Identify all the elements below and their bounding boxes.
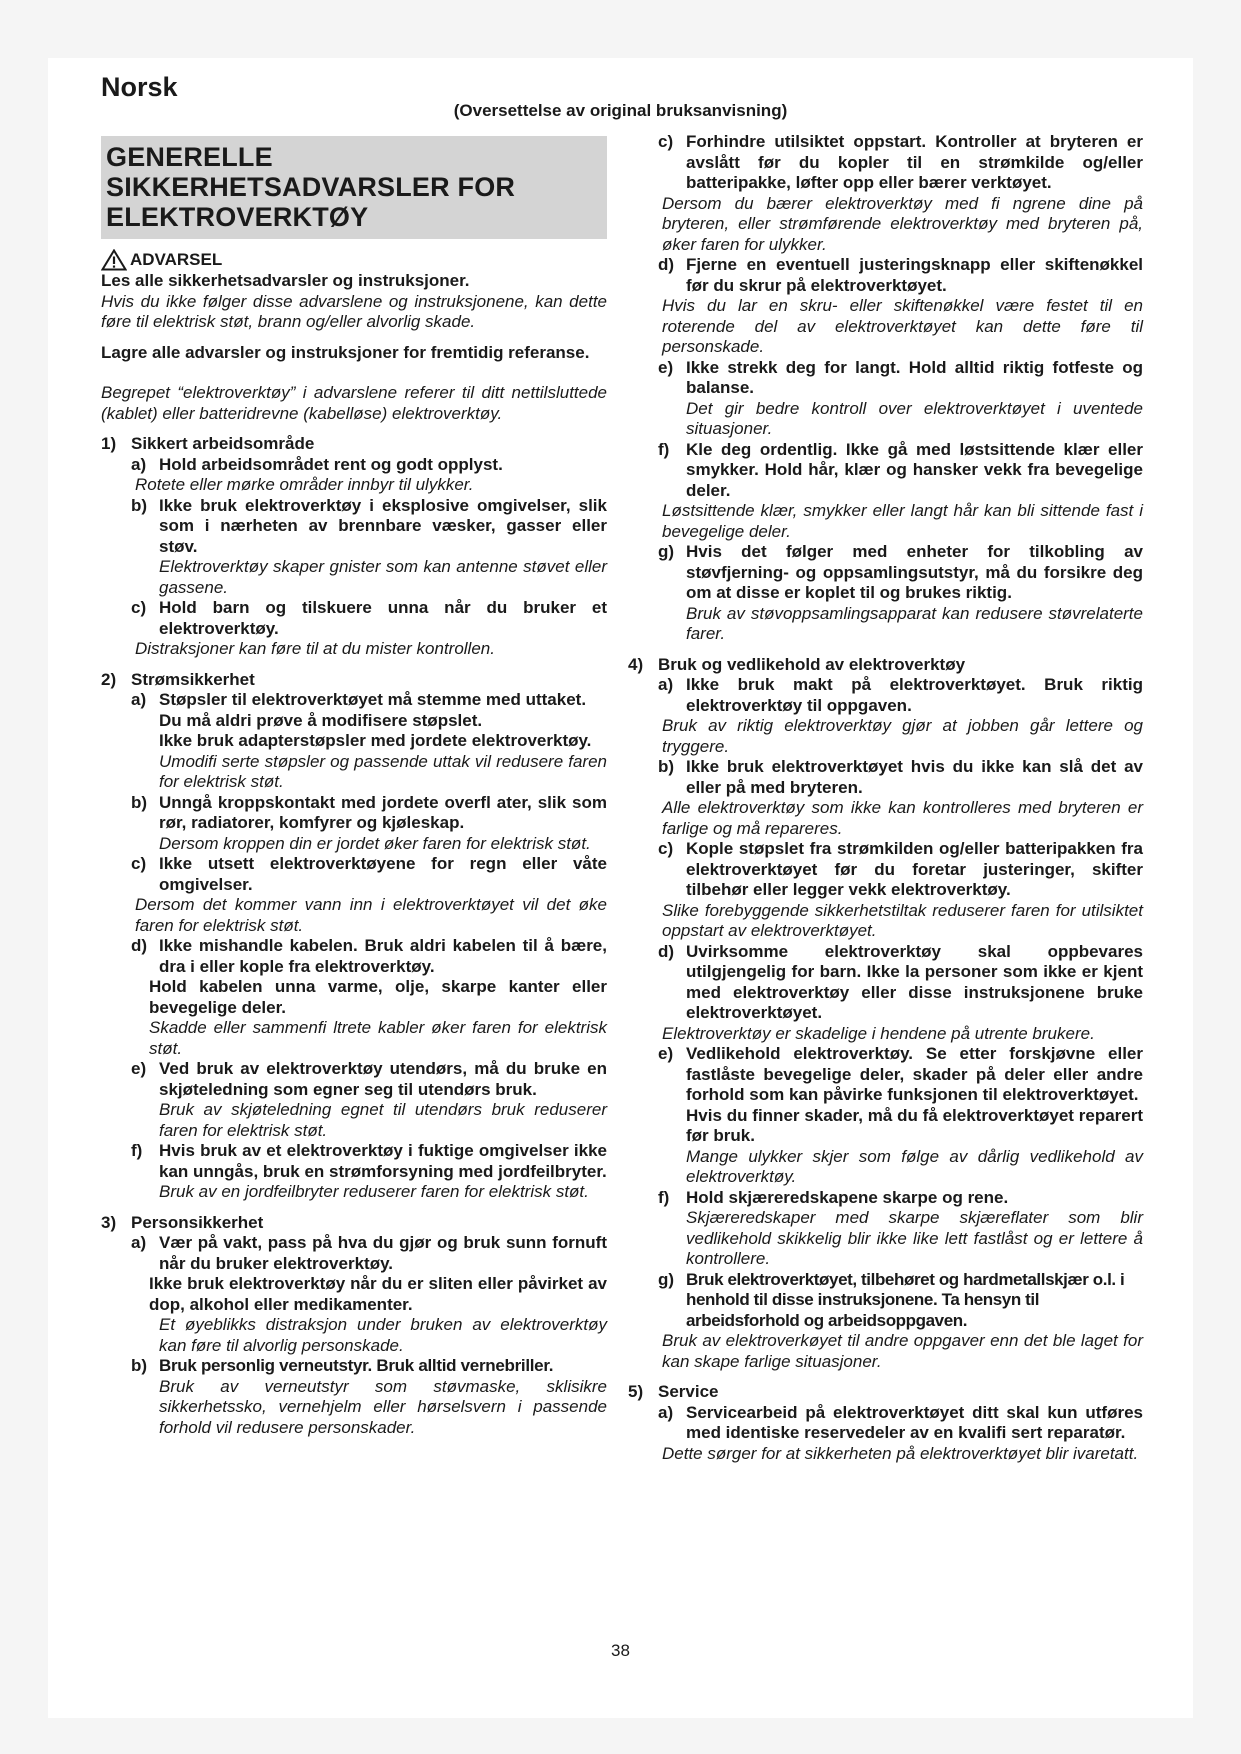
list-item-extra: Ikke bruk elektroverktøy når du er sliten eller påvirket av dop, alkohol eller medikamenter. [149, 1274, 607, 1314]
list-item: d) Uvirksomme elektroverktøy skal oppbevares utilgjengelig for barn. Ikke la personer som ikke er kjent med elektroverktøy eller disse instruksjonene bruke elektroverktøyet. [658, 941, 1143, 1022]
warning-consequence: Hvis du ikke følger disse advarslene og instruksjonene, kan dette føre til elektrisk støt, brann og/eller alvorlig skade. [101, 291, 607, 331]
section-4-title: 4) Bruk og vedlikehold av elektroverktøy [628, 654, 966, 674]
heading-line-3: ELEKTROVERKTØY [106, 202, 369, 232]
list-item-note: Hvis du lar en skru- eller skiftenøkkel være festet til en roterende del av elektroverktøyet kan dette føre til personskade. [662, 296, 1143, 356]
page-number: 38 [611, 1641, 630, 1660]
right-column [628, 132, 1143, 1464]
list-item: f) Kle deg ordentlig. Ikke gå med løstsittende klær eller smykker. Hold hår, klær og hansker vekk fra bevegelige deler. [658, 439, 1143, 500]
list-item-note: Elektroverktøy er skadelige i hendene på utrente brukere. [662, 1023, 1095, 1043]
list-item-note: Bruk av elektroverkøyet til andre oppgaver enn det ble laget for kan skape farlige situasjoner. [662, 1331, 1143, 1371]
list-item: f) Hvis bruk av et elektroverktøy i fuktige omgivelser ikke kan unngås, bruk en strømforsyning med jordfeilbryter. Bruk av en jordfeilbryter reduserer faren for elektrisk støt. [131, 1141, 607, 1201]
list-item: b) Ikke bruk elektroverktøy i eksplosive omgivelser, slik som i nærheten av brennbare væsker, gasser eller støv. Elektroverktøy skaper gnister som kan antenne støvet eller gassene. [131, 495, 607, 597]
list-item-note: Distraksjoner kan føre til at du mister kontrollen. [135, 639, 495, 658]
list-item-note: Rotete eller mørke områder innbyr til ulykker. [135, 475, 474, 494]
language-heading: Norsk [101, 72, 178, 102]
list-item: f) Hold skjæreredskapene skarpe og rene. Skjæreredskaper med skarpe skjæreflater som blir vedlikehold skikkelig blir ikke like lett fastlåst og er lettere å kontrollere. [658, 1187, 1143, 1268]
list-item: e) Vedlikehold elektroverktøy. Se etter forskjøvne eller fastlåste bevegelige deler, skader på deler eller andre forhold som kan påvirke funksjonen til elektroverktøyet. Hvis du finner skader, må du få elektroverktøyet reparert før bruk. Mange ulykker skjer som følge av dårlig vedlikehold av elektroverktøy. [658, 1044, 1143, 1186]
list-item-note: Et øyeblikks distraksjon under bruken av elektroverktøy kan føre til alvorlig personskade. [159, 1315, 607, 1355]
list-item-note: Slike forebyggende sikkerhetstiltak reduserer faren for utilsiktet oppstart av elektroverktøyet. [662, 900, 1143, 940]
definition-text: Begrepet “elektroverktøy” i advarslene referer til ditt nettilsluttede (kablet) eller batteridrevne (kabelløse) elektroverktøy. [101, 383, 607, 423]
section-heading-box [101, 136, 607, 239]
list-item-note: Skadde eller sammenfi ltrete kabler øker faren for elektrisk støt. [149, 1018, 607, 1058]
list-item: b) Bruk personlig verneutstyr. Bruk alltid vernebriller. Bruk av verneutstyr som støvmaske, sklisikre sikkerhetssko, vernehjelm eller hørselsvern i passende forhold vil redusere personskader. [131, 1356, 607, 1437]
warning-triangle-icon [101, 249, 127, 271]
section-2-title: 2) Strømsikkerhet [101, 669, 255, 689]
list-item: c) Ikke utsett elektroverktøyene for regn eller våte omgivelser. [131, 854, 607, 894]
list-item-note: Dette sørger for at sikkerheten på elektroverktøyet blir ivaretatt. [662, 1443, 1139, 1463]
warning-keep: Lagre alle advarsler og instruksjoner for fremtidig referanse. [101, 342, 590, 362]
list-item: g) Hvis det følger med enheter for tilkobling av støvfjerning- og oppsamlingsutstyr, må du forsikre deg om at disse er koplet til og brukes riktig. Bruk av støvoppsamlingsapparat kan redusere støvrelaterte farer. [658, 542, 1143, 643]
list-item: g) Bruk elektroverktøyet, tilbehøret og hardmetallskjær o.l. i henhold til disse instruksjonene. Ta hensyn til arbeidsforhold og arbeidsoppgaven. [658, 1269, 1125, 1330]
list-item: d) Fjerne en eventuell justeringsknapp eller skiftenøkkel før du skrur på elektroverktøyet. [658, 255, 1143, 295]
list-item: b) Ikke bruk elektroverktøyet hvis du ikke kan slå det av eller på med bryteren. [658, 757, 1143, 797]
section-5-title: 5) Service [628, 1382, 719, 1401]
list-item-note: Bruk av riktig elektroverktøy gjør at jobben går lettere og tryggere. [662, 716, 1143, 756]
heading-line-1: GENERELLE [106, 142, 273, 172]
list-item-note: Løstsittende klær, smykker eller langt hår kan bli sittende fast i bevegelige deler. [662, 501, 1143, 541]
warning-label [101, 249, 607, 271]
list-item: a) Ikke bruk makt på elektroverktøyet. Bruk riktig elektroverktøy til oppgaven. [658, 675, 1143, 715]
list-item: a) Hold arbeidsområdet rent og godt opplyst. [131, 454, 503, 474]
list-item-note: Alle elektroverktøy som ikke kan kontrolleres med bryteren er farlige og må repareres. [662, 798, 1143, 838]
list-item: a) Støpsler til elektroverktøyet må stemme med uttaket. Du må aldri prøve å modifisere støpslet. Ikke bruk adapterstøpsler med jordete elektroverktøy. Umodifi serte støpsler og passende uttak vil redusere faren for elektrisk støt. [131, 690, 607, 791]
list-item-note: Dersom du bærer elektroverktøy med fi ngrene dine på bryteren, eller strømførende elektroverktøy med bryteren på, øker faren for ulykker. [662, 193, 1143, 254]
list-item: c) Kople støpslet fra strømkilden og/eller batteripakken fra elektroverktøyet før du foretar justeringer, skifter tilbehør eller legger vekk elektroverktøy. [658, 839, 1143, 899]
list-item: c) Forhindre utilsiktet oppstart. Kontroller at bryteren er avslått før du kopler til en strømkilde og/eller batteripakke, løfter opp eller bærer verktøyet. [658, 132, 1143, 192]
section-1-title: 1) Sikkert arbeidsområde [101, 434, 315, 453]
section-3-title: 3) Personsikkerhet [101, 1212, 264, 1232]
list-item-note: Dersom det kommer vann inn i elektroverktøyet vil det øke faren for elektrisk støt. [135, 895, 607, 935]
list-item: d) Ikke mishandle kabelen. Bruk aldri kabelen til å bære, dra i eller kople fra elektroverktøy. [131, 936, 607, 976]
list-item: b) Unngå kroppskontakt med jordete overfl ater, slik som rør, radiatorer, komfyrer og kjøleskap. Dersom kroppen din er jordet øker faren for elektrisk støt. [131, 792, 607, 853]
list-item: e) Ikke strekk deg for langt. Hold alltid riktig fotfeste og balanse. Det gir bedre kontroll over elektroverktøyet i uventede situasjoner. [658, 357, 1143, 438]
warning-label-text: ADVARSEL [130, 249, 223, 269]
warning-read-all: Les alle sikkerhetsadvarsler og instruksjoner. [101, 271, 470, 290]
list-item: a) Vær på vakt, pass på hva du gjør og bruk sunn fornuft når du bruker elektroverktøy. [131, 1233, 607, 1273]
list-item: e) Ved bruk av elektroverktøy utendørs, må du bruke en skjøteledning som egner seg til utendørs bruk. Bruk av skjøteledning egnet til utendørs bruk reduserer faren for elektrisk støt. [131, 1059, 607, 1140]
heading-line-2: SIKKERHETSADVARSLER FOR [106, 172, 516, 202]
list-item: a) Servicearbeid på elektroverktøyet ditt skal kun utføres med identiske reservedeler av en kvalifi sert reparatør. [658, 1402, 1143, 1442]
list-item-extra: Hold kabelen unna varme, olje, skarpe kanter eller bevegelige deler. [149, 977, 607, 1017]
list-item: c) Hold barn og tilskuere unna når du bruker et elektroverktøy. [131, 598, 607, 638]
translation-note: (Oversettelse av original bruksanvisning) [453, 101, 788, 120]
left-column [101, 136, 607, 1438]
